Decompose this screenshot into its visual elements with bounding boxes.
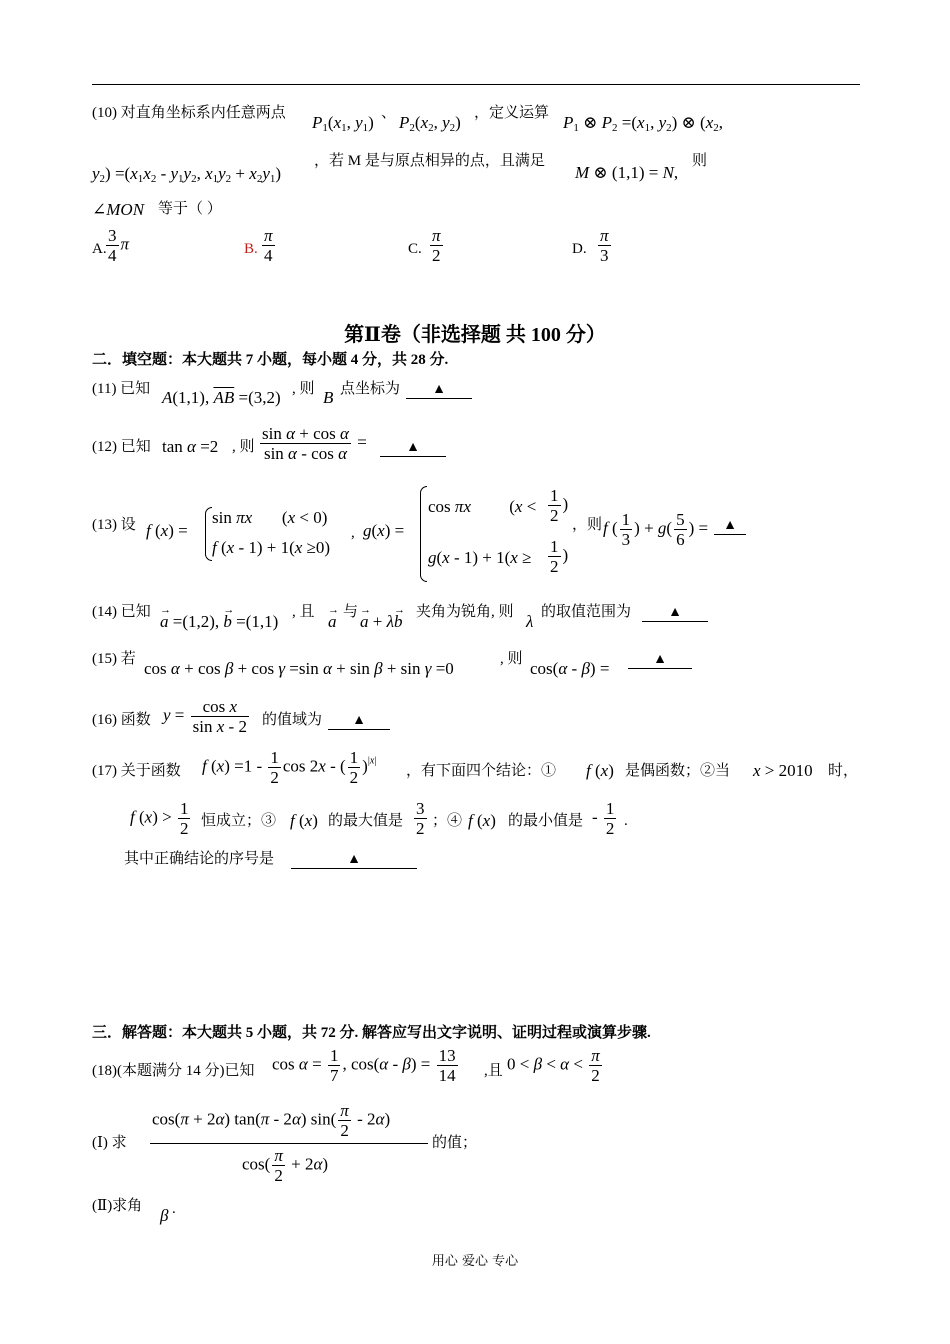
q10-option-a-label: A.	[92, 241, 107, 257]
section-2-title: 第Ⅱ卷（非选择题 共 100 分）	[344, 324, 606, 346]
q14-intro: (14) 已知	[92, 604, 151, 620]
q17-fx-1: f (x)	[586, 761, 614, 780]
q12-intro: (12) 已知	[92, 439, 151, 455]
q10-operation-result: $y_2) =(x_1x_2 - y_1y_2$, $x_1y_2 + x_2y_1$)	[92, 164, 282, 185]
q18-fraction-bar	[150, 1143, 428, 1144]
q11-intro: (11) 已知	[92, 381, 151, 397]
q18-and: ,且	[484, 1063, 503, 1079]
q17-text-b: ，有下面四个结论：①	[406, 763, 557, 779]
q17-max-value: $\frac{3}{2}$	[416, 799, 425, 838]
q10-ask-text: 等于（ ）	[158, 201, 222, 217]
q18-part1-tail: 的值；	[432, 1135, 478, 1151]
section-2-heading: 二．填空题：本大题共 7 小题，每小题 4 分，共 28 分.	[92, 352, 449, 368]
q12-expression: $\frac{\text{sin α + cos α}}{\text{sin α - cos α}}$ =	[262, 424, 367, 463]
blank-marker: ▲	[406, 382, 472, 399]
q18-part1-label: (Ⅰ) 求	[92, 1135, 127, 1151]
q17-x-bound: x > 2010	[753, 761, 813, 780]
q10-option-a-value: $\frac{3}{4}$ π	[108, 226, 130, 265]
q11-formula: A(1,1), $\overline{AB} =(3,2)$	[162, 388, 281, 407]
q13-f-brace	[205, 507, 212, 561]
q13-answer-blank	[714, 516, 746, 535]
q18-givens: cos α = $\frac{1}{7}$ , cos(α - β) = $\frac{13}{14}$	[272, 1046, 456, 1085]
header-rule	[92, 84, 860, 85]
q10-option-b-label: B.	[244, 241, 258, 257]
q13-f-label: f (x) =	[146, 521, 188, 540]
q13-f-case1: sin πx (x < 0)	[212, 508, 328, 527]
q14-and: , 且	[292, 604, 315, 620]
q10-point-p2: $P_2(x_2$, $y_2$)	[399, 113, 461, 134]
q10-option-c-label: C.	[408, 241, 422, 257]
q10-operation: $P_1$ ⊗ $P_2 =(x_1$, $y_2$) ⊗ ($x_2$,	[563, 113, 723, 134]
q18-part1-numerator: cos(π + 2α) tan(π - 2α) sin( $\frac{\pi}{2}$ - 2α)	[152, 1101, 391, 1140]
q18-part1-denominator: cos( $\frac{\pi}{2}$ + 2α)	[242, 1146, 329, 1185]
q17-intro: (17) 关于函数	[92, 763, 181, 779]
q18-range: 0 < β < α < $\frac{\pi}{2}$	[507, 1046, 600, 1085]
blank-marker: ▲	[628, 652, 692, 669]
blank-marker: ▲	[642, 605, 708, 622]
q13-g-case2: g(x - 1) + 1(x ≥	[428, 548, 532, 567]
q10-define-text: ，定义运算	[474, 105, 550, 121]
q10-angle: ∠MON	[92, 200, 145, 219]
q10-condition-formula: M ⊗ (1,1) = N,	[575, 163, 679, 182]
q17-text-e: 恒成立；③	[201, 813, 277, 829]
q16-answer-blank	[328, 711, 390, 730]
q13-g-label: g(x) =	[363, 521, 405, 540]
q10-separator: 、	[381, 105, 397, 121]
blank-marker: ▲	[714, 518, 746, 535]
q13-g-case1: cos πx (x <	[428, 497, 537, 516]
q16-ask: 的值域为	[262, 712, 323, 728]
q13-g-brace	[420, 486, 427, 582]
q10-then-text: 则	[692, 153, 708, 169]
q14-condition: 夹角为锐角, 则	[416, 604, 514, 620]
q17-function: f (x) =1 - $\frac{1}{2}$ cos 2x - ( $\frac{1}{2}$ )$^{|x|}$	[202, 748, 377, 787]
q11-point-b: B	[323, 388, 334, 407]
q15-intro: (15) 若	[92, 651, 136, 667]
q14-ask: 的取值范围为	[541, 604, 632, 620]
section-3-heading: 三．解答题：本大题共 5 小题，共 72 分. 解答应写出文字说明、证明过程或演算步骤.	[92, 1025, 651, 1041]
q18-period: .	[172, 1201, 176, 1217]
q15-expression: cos(α - β) =	[530, 659, 610, 678]
q10-intro: (10) 对直角坐标系内任意两点	[92, 105, 286, 121]
q17-inequality: f (x) > $\frac{1}{2}$	[130, 799, 189, 838]
q15-answer-blank	[628, 650, 692, 669]
q15-then: , 则	[500, 651, 523, 667]
q13-g-case1-bound: $\frac{1}{2}$ )	[550, 486, 569, 525]
blank-marker: ▲	[291, 852, 417, 869]
q12-answer-blank	[380, 438, 446, 457]
q14-with: 与	[343, 604, 359, 620]
q17-fx-2: f (x)	[290, 811, 318, 830]
q17-text-h: 的最小值是	[508, 813, 584, 829]
q14-vec-a: → a	[328, 612, 337, 632]
q18-intro: (18)(本题满分 14 分)已知	[92, 1063, 255, 1079]
q10-option-c-value: $\frac{\pi}{2}$	[432, 226, 441, 265]
q14-lambda: λ	[526, 612, 534, 631]
q10-option-d-value: $\frac{\pi}{3}$	[600, 226, 609, 265]
q12-then: , 则	[232, 439, 255, 455]
q14-answer-blank	[642, 603, 708, 622]
q13-then: ，则	[572, 517, 603, 533]
q10-option-d-label: D.	[572, 241, 587, 257]
q17-text-j: 其中正确结论的序号是	[124, 851, 275, 867]
q11-answer-blank	[406, 380, 472, 399]
q16-intro: (16) 函数	[92, 712, 151, 728]
q17-text-g: ；④	[432, 813, 463, 829]
q13-g-case2-bound: $\frac{1}{2}$ )	[550, 537, 569, 576]
page-footer: 用心 爱心 专心	[431, 1254, 519, 1269]
q17-text-i: .	[624, 813, 628, 829]
q11-ask: 点坐标为	[340, 381, 401, 397]
q17-fx-3: f (x)	[468, 811, 496, 830]
blank-marker: ▲	[328, 713, 390, 730]
q18-part2-label: (Ⅱ)求角	[92, 1198, 143, 1214]
q17-min-value: - $\frac{1}{2}$	[592, 799, 615, 838]
blank-marker: ▲	[380, 440, 446, 457]
q18-beta: β	[160, 1206, 169, 1225]
q13-f-case2: f (x - 1) + 1(x ≥0)	[212, 538, 331, 557]
q11-then: , 则	[292, 381, 315, 397]
q17-text-c: 是偶函数；②当	[625, 763, 731, 779]
q10-condition-text: ，若 M 是与原点相异的点，且满足	[314, 153, 545, 169]
q16-function: y = $\frac{\text{cos x}}{\text{sin x - 2}}$	[163, 697, 247, 736]
q14-vectors: → a =(1,2), → b =(1,1)	[160, 612, 278, 632]
q17-text-f: 的最大值是	[328, 813, 404, 829]
q17-text-d: 时，	[828, 763, 859, 779]
q10-option-b-value: $\frac{\pi}{4}$	[264, 226, 273, 265]
q13-expression: f ( $\frac{1}{3}$ ) + g( $\frac{5}{6}$ ) =	[603, 510, 709, 549]
q13-comma: ,	[351, 525, 355, 541]
q17-answer-blank	[291, 850, 417, 869]
q15-condition: cos α + cos β + cos γ =sin α + sin β + sin γ =0	[144, 659, 454, 678]
q14-combo: → a + λ→ b	[360, 612, 402, 632]
q12-condition: tan α =2	[162, 437, 219, 456]
q13-intro: (13) 设	[92, 517, 136, 533]
q10-point-p1: $P_1(x_1$, $y_1$)	[312, 113, 374, 134]
